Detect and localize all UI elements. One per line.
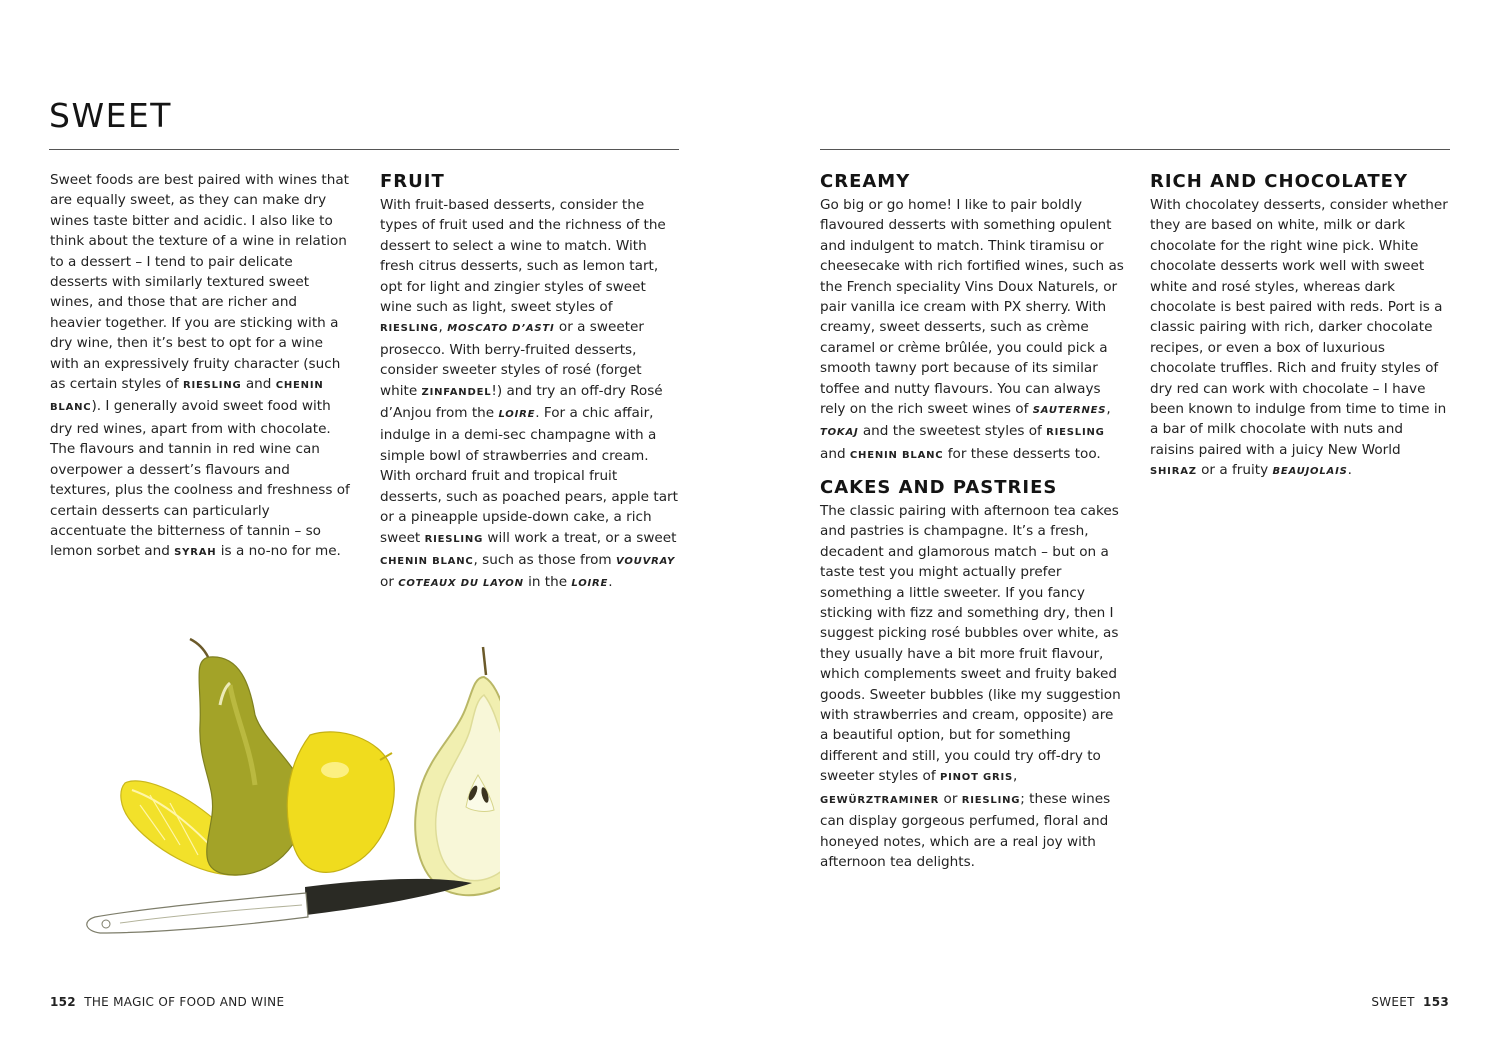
wine-term: SAUTERNES	[1032, 405, 1107, 417]
wine-term: ZINFANDEL	[421, 386, 492, 398]
wine-term: LOIRE	[498, 409, 536, 421]
left-running-head: THE MAGIC OF FOOD AND WINE	[84, 995, 285, 1009]
wine-term: RIESLING	[182, 380, 242, 392]
right-page	[750, 0, 1500, 1057]
wine-term: BEAUJOLAIS	[1272, 466, 1348, 478]
intro-column	[50, 170, 350, 564]
wine-term: MOSCATO D’ASTI	[447, 323, 555, 335]
creamy-section	[820, 170, 1125, 466]
fruit-heading: FRUIT	[380, 171, 445, 192]
wine-term: SHIRAZ	[1150, 466, 1197, 478]
chocolate-section	[1150, 170, 1450, 483]
creamy-paragraph: Go big or go home! I like to pair boldly flavoured desserts with something opulent and indulgent to match. Think tiramisu or cheesecake with rich fortified wines, such as the French speciality Vins Doux Naturels, or pair vanilla ice cream with PX sherry. With creamy, sweet desserts, such as crème caramel or crème brûlée, you could pick a smooth tawny port because of its similar toffee and nutty flavours. You can always rely on the rich sweet wines of SAUTERNES, TOKAJ and the sweetest styles of RIESLING and CHENIN BLANC for these desserts too.	[820, 197, 1124, 462]
lemon-icon	[287, 732, 394, 872]
wine-term: CHENIN BLANC	[50, 380, 324, 414]
wine-term: RIESLING	[380, 323, 439, 335]
intro-paragraph: Sweet foods are best paired with wines that are equally sweet, as they can make dry wines taste bitter and acidic. I also like to think about the texture of a wine in relation to a dessert – I tend to pair delicate desserts with similarly textured sweet wines, and those that are richer and heavier together. If you are sticking with a dry wine, then it’s best to opt for a wine with an expressively fruity character (such as certain styles of RIESLING and CHENIN BLANC). I generally avoid sweet food with dry red wines, apart from with chocolate. The flavours and tannin in red wine can overpower a dessert’s flavours and textures, plus the coolness and freshness of certain desserts can particularly accentuate the bitterness of tannin – so lemon sorbet and SYRAH is a no-no for me.	[50, 172, 350, 560]
wine-term: CHENIN BLANC	[380, 555, 474, 567]
wine-term: RIESLING	[424, 533, 484, 545]
title-rule-right	[820, 149, 1450, 150]
right-running-head: SWEET	[1371, 995, 1415, 1009]
fruit-illustration	[80, 625, 500, 945]
cakes-heading: CAKES AND PASTRIES	[820, 477, 1058, 498]
knife-icon	[87, 879, 472, 933]
fruit-paragraph: With fruit-based desserts, consider the types of fruit used and the richness of the dessert to select a wine to match. With fresh citrus desserts, such as lemon tart, opt for light and zingier styles of sweet wine such as light, sweet styles of RIESLING, MOSCATO D’ASTI or a sweeter prosecco. With berry-fruited desserts, consider sweeter styles of rosé (forget white ZINFANDEL!) and try an off-dry Rosé d’Anjou from the LOIRE. For a chic affair, indulge in a demi-sec champagne with a simple bowl of strawberries and cream. With orchard fruit and tropical fruit desserts, such as poached pears, apple tart or a pineapple upside-down cake, a rich sweet RIESLING will work a treat, or a sweet CHENIN BLANC, such as those from VOUVRAY or COTEAUX DU LAYON in the LOIRE.	[380, 197, 678, 591]
chocolate-heading: RICH AND CHOCOLATEY	[1150, 171, 1409, 192]
left-page-number: 152	[50, 995, 76, 1009]
creamy-heading: CREAMY	[820, 171, 911, 192]
wine-term: COTEAUX DU LAYON	[398, 578, 524, 590]
wine-term: LOIRE	[571, 578, 609, 590]
chocolate-paragraph: With chocolatey desserts, consider whether they are based on white, milk or dark chocolate for the right wine pick. White chocolate desserts work well with sweet white and rosé styles, whereas dark chocolate is best paired with reds. Port is a classic pairing with rich, darker chocolate recipes, or even a box of luxurious chocolate truffles. Rich and fruity styles of dry red can work with chocolate – I have been known to indulge from time to time in a bar of milk chocolate with nuts and raisins paired with a juicy New World SHIRAZ or a fruity BEAUJOLAIS.	[1150, 197, 1448, 479]
wine-term: PINOT GRIS	[939, 772, 1014, 784]
fruit-section	[380, 170, 678, 595]
left-folio	[50, 995, 284, 1009]
wine-term: TOKAJ	[820, 427, 859, 439]
title-rule	[49, 149, 679, 150]
wine-term: VOUVRAY	[616, 555, 676, 567]
wine-term: RIESLING	[1046, 427, 1105, 439]
cakes-section	[820, 476, 1125, 872]
right-folio	[1371, 995, 1449, 1009]
wine-term: RIESLING	[961, 794, 1021, 806]
cakes-paragraph: The classic pairing with afternoon tea cakes and pastries is champagne. It’s a fresh, decadent and glamorous match – but on a taste test you might actually prefer something a little sweeter. If you fancy sticking with fizz and something dry, then I suggest picking rosé bubbles over white, as they usually have a bit more fruit flavour, which complements sweet and fruity baked goods. Sweeter bubbles (like my suggestion with strawberries and cream, opposite) are a beautiful option, but for something different and still, you could try off-dry to sweeter styles of PINOT GRIS, GEWÜRZTRAMINER or RIESLING; these wines can display gorgeous perfumed, floral and honeyed notes, which are a real joy with afternoon tea delights.	[820, 503, 1121, 870]
right-page-number: 153	[1423, 995, 1449, 1009]
page-title: SWEET	[49, 96, 172, 135]
wine-term: GEWÜRZTRAMINER	[820, 794, 940, 806]
wine-term: CHENIN BLANC	[849, 449, 944, 461]
halved-pear-icon	[415, 625, 500, 895]
wine-term: SYRAH	[174, 547, 217, 559]
